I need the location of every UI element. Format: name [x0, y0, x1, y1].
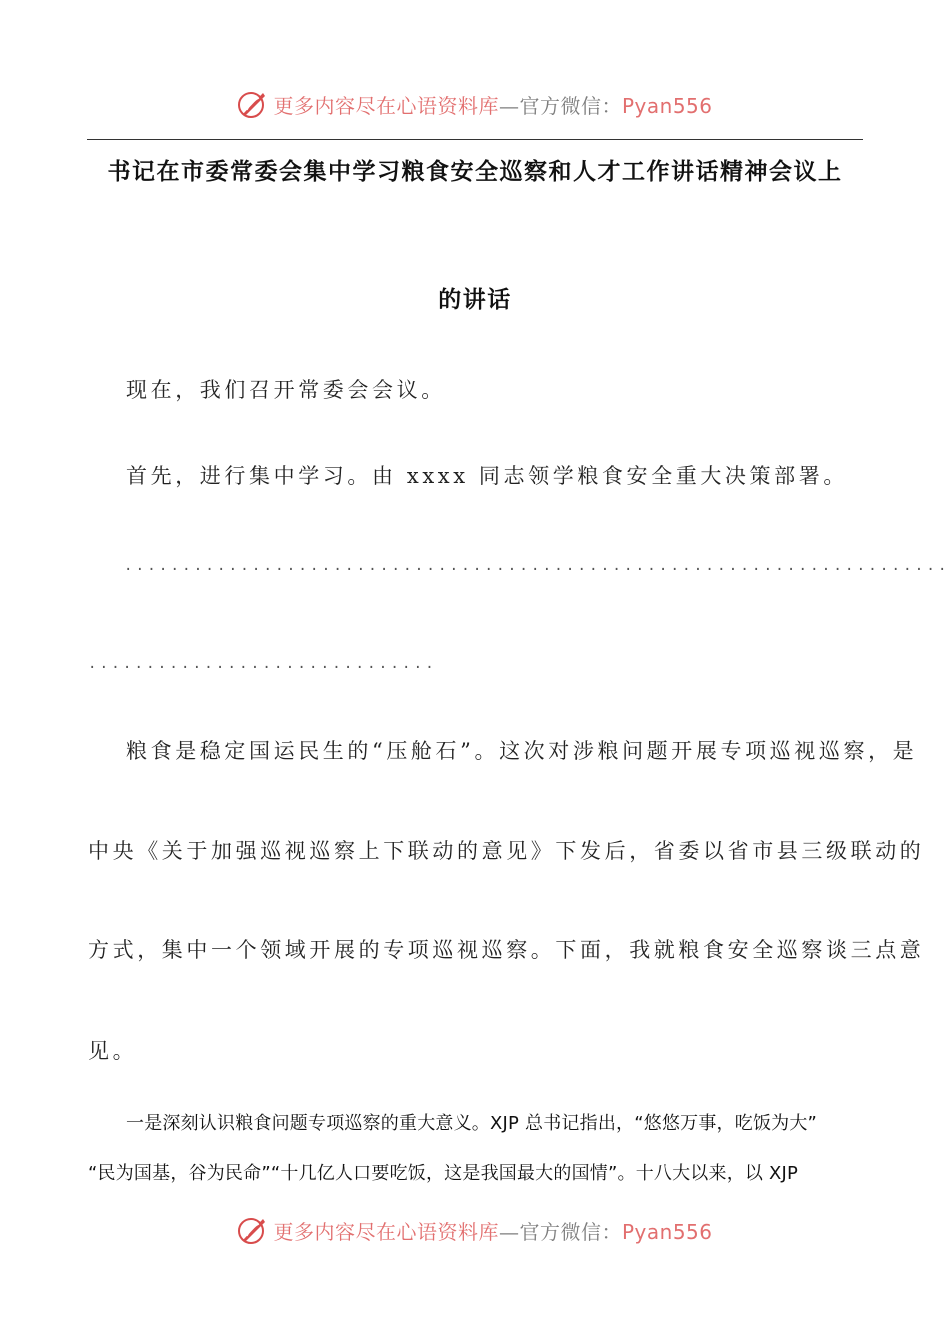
quill-logo-icon	[237, 1214, 269, 1246]
watermark-text	[273, 90, 712, 119]
paragraph-4-line1: 一是深刻认识粮食问题专项巡察的重大意义。XJP 总书记指出，“悠悠万事，吃饭为大”	[126, 1113, 818, 1134]
watermark-wechat-label: 官方微信：	[519, 93, 622, 118]
document-title-line1: 书记在市委常委会集中学习粮食安全巡察和人才工作讲话精神会议上	[107, 159, 843, 185]
paragraph-3-line2: 中央《关于加强巡视巡察上下联动的意见》下发后，省委以省市县三级联动的	[88, 839, 925, 863]
watermark-text	[273, 1216, 712, 1245]
ellipsis-line-1: .......................................................................	[124, 558, 950, 574]
watermark-prefix: 更多内容尽在心语资料库	[273, 1219, 499, 1244]
footer-watermark	[0, 1210, 950, 1250]
document-title-line2: 的讲话	[438, 287, 512, 313]
watermark-wechat-label: 官方微信：	[519, 1219, 622, 1244]
paragraph-3-line4: 见。	[88, 1039, 138, 1063]
watermark-wechat-id: Pyan556	[621, 93, 713, 118]
paragraph-1: 现在，我们召开常委会会议。	[126, 378, 446, 402]
paragraph-2: 首先，进行集中学习。由 xxxx 同志领学粮食安全重大决策部署。	[126, 464, 848, 488]
header-watermark	[0, 84, 950, 124]
watermark-wechat-id: Pyan556	[621, 1219, 713, 1244]
watermark-dash: —	[498, 1219, 520, 1244]
watermark-prefix: 更多内容尽在心语资料库	[273, 93, 499, 118]
paragraph-3-line1: 粮食是稳定国运民生的“压舱石”。这次对涉粮问题开展专项巡视巡察，是	[126, 739, 918, 763]
header-divider	[87, 139, 863, 140]
paragraph-4-line2: “民为国基，谷为民命”“十几亿人口要吃饭，这是我国最大的国情”。十八大以来，以 XJP	[88, 1163, 799, 1184]
quill-logo-icon	[237, 88, 269, 120]
paragraph-3-line3: 方式，集中一个领域开展的专项巡视巡察。下面，我就粮食安全巡察谈三点意	[88, 938, 925, 962]
ellipsis-line-2: ..............................	[88, 656, 437, 672]
watermark-dash: —	[498, 93, 520, 118]
